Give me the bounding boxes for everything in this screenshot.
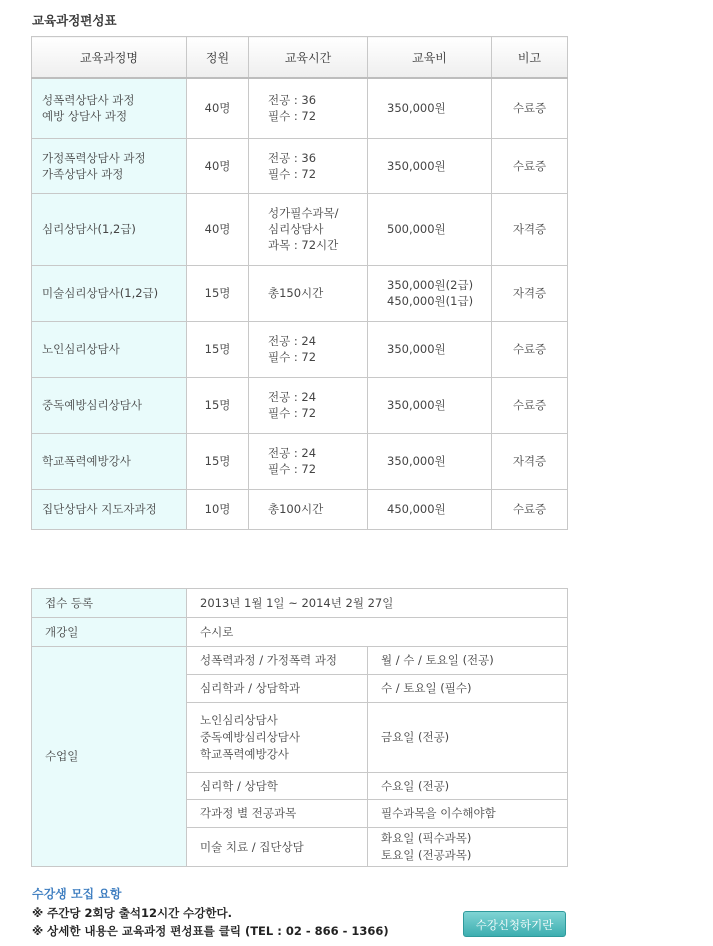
course-note: 자격증 bbox=[492, 193, 568, 265]
course-capacity: 40명 bbox=[187, 138, 249, 193]
course-note: 자격증 bbox=[492, 433, 568, 489]
cell-line: 450,000원 bbox=[387, 502, 446, 516]
apply-button[interactable]: 수강신청하기란 bbox=[463, 911, 566, 937]
header-fee: 교육비 bbox=[368, 37, 492, 79]
cell-line: 노인심리상담사 bbox=[200, 713, 278, 727]
cell-line: 350,000원 bbox=[387, 342, 446, 356]
course-note: 수료증 bbox=[492, 489, 568, 529]
course-hours bbox=[249, 138, 368, 193]
cell-line: 미술심리상담사(1,2급) bbox=[42, 286, 159, 300]
cell-line: 수요일 (전공) bbox=[381, 778, 450, 793]
registration-label: 접수 등록 bbox=[32, 589, 187, 618]
recruitment-note-attendance: ※ 주간당 2회당 출석12시간 수강한다. bbox=[32, 906, 232, 920]
cell-line: 350,000원 bbox=[387, 454, 446, 468]
cell-line: 전공 : 24 bbox=[268, 390, 317, 404]
course-name bbox=[32, 265, 187, 321]
cell-line: 500,000원 bbox=[387, 222, 446, 236]
class-course bbox=[187, 828, 368, 867]
cell-line: 중독예방심리상담사 bbox=[200, 730, 300, 744]
course-row bbox=[32, 78, 568, 138]
curriculum-header-row bbox=[32, 37, 568, 79]
course-hours bbox=[249, 265, 368, 321]
cell-line: 성폭력과정 / 가정폭력 과정 bbox=[200, 653, 338, 667]
course-hours bbox=[249, 78, 368, 138]
class-days bbox=[368, 675, 568, 703]
course-note: 수료증 bbox=[492, 321, 568, 377]
cell-line: 화요일 (픽수과목) bbox=[381, 831, 472, 845]
course-row bbox=[32, 377, 568, 433]
course-capacity: 40명 bbox=[187, 78, 249, 138]
course-name bbox=[32, 433, 187, 489]
course-capacity: 15명 bbox=[187, 433, 249, 489]
cell-line: 각과정 별 전공과목 bbox=[200, 806, 297, 820]
class-course bbox=[187, 703, 368, 773]
cell-line: 350,000원(2급) bbox=[387, 278, 474, 292]
cell-line: 350,000원 bbox=[387, 101, 446, 116]
class-days bbox=[368, 703, 568, 773]
recruitment-title: 수강생 모집 요항 bbox=[32, 887, 122, 901]
opening-value: 수시로 bbox=[187, 618, 568, 647]
cell-line: 전공 : 36 bbox=[268, 150, 317, 165]
course-fee bbox=[368, 321, 492, 377]
course-name bbox=[32, 489, 187, 529]
cell-line: 토요일 (전공과목) bbox=[381, 848, 472, 862]
class-day-row bbox=[32, 647, 568, 675]
class-course bbox=[187, 675, 368, 703]
course-fee bbox=[368, 489, 492, 529]
course-row bbox=[32, 489, 568, 529]
cell-line: 필수 : 72 bbox=[268, 406, 317, 420]
course-name bbox=[32, 78, 187, 138]
course-name bbox=[32, 138, 187, 193]
cell-line: 가정폭력상담사 과정 bbox=[42, 150, 146, 165]
course-note: 수료증 bbox=[492, 377, 568, 433]
cell-line: 성폭력상담사 과정 bbox=[42, 93, 135, 108]
recruitment-note-contact: ※ 상세한 내용은 교육과정 편성표를 클릭 (TEL : 02 - 866 - 1366) bbox=[32, 924, 389, 938]
course-capacity: 15명 bbox=[187, 265, 249, 321]
curriculum-table bbox=[31, 36, 568, 530]
course-hours bbox=[249, 321, 368, 377]
course-hours bbox=[249, 433, 368, 489]
cell-line: 총100시간 bbox=[268, 502, 324, 516]
opening-row bbox=[32, 618, 568, 647]
header-capacity: 정원 bbox=[187, 37, 249, 79]
cell-line: 필수 : 72 bbox=[268, 166, 317, 181]
cell-line: 학교폭력예방강사 bbox=[200, 747, 289, 761]
course-fee bbox=[368, 265, 492, 321]
class-days bbox=[368, 828, 568, 867]
class-days bbox=[368, 647, 568, 675]
course-row bbox=[32, 321, 568, 377]
schedule-table bbox=[31, 588, 568, 867]
course-note: 수료증 bbox=[492, 138, 568, 193]
course-hours bbox=[249, 489, 368, 529]
header-course-name: 교육과정명 bbox=[32, 37, 187, 79]
course-note: 자격증 bbox=[492, 265, 568, 321]
registration-row bbox=[32, 589, 568, 618]
cell-line: 필수과목을 이수해야함 bbox=[381, 806, 496, 820]
cell-line: 450,000원(1급) bbox=[387, 294, 474, 308]
cell-line: 필수 : 72 bbox=[268, 350, 317, 364]
cell-line: 심리학과 / 상담학과 bbox=[200, 681, 301, 695]
cell-line: 필수 : 72 bbox=[268, 462, 317, 476]
cell-line: 전공 : 24 bbox=[268, 446, 317, 460]
cell-line: 성가필수과목/ bbox=[268, 206, 339, 220]
course-fee bbox=[368, 377, 492, 433]
course-row bbox=[32, 138, 568, 193]
cell-line: 총150시간 bbox=[268, 286, 324, 300]
cell-line: 과목 : 72시간 bbox=[268, 238, 339, 252]
course-capacity: 40명 bbox=[187, 193, 249, 265]
cell-line: 가족상담사 과정 bbox=[42, 166, 124, 181]
course-capacity: 15명 bbox=[187, 321, 249, 377]
cell-line: 심리상담사(1,2급) bbox=[42, 222, 136, 236]
cell-line: 전공 : 24 bbox=[268, 334, 317, 348]
course-note: 수료증 bbox=[492, 78, 568, 138]
course-fee bbox=[368, 193, 492, 265]
class-days-label: 수업일 bbox=[32, 647, 187, 867]
cell-line: 월 / 수 / 토요일 (전공) bbox=[381, 653, 494, 667]
registration-value: 2013년 1월 1일 ~ 2014년 2월 27일 bbox=[187, 589, 568, 618]
class-days bbox=[368, 773, 568, 800]
course-row bbox=[32, 265, 568, 321]
cell-line: 심리상담사 bbox=[268, 222, 324, 236]
header-hours: 교육시간 bbox=[249, 37, 368, 79]
header-note: 비고 bbox=[492, 37, 568, 79]
course-row bbox=[32, 193, 568, 265]
cell-line: 집단상담사 지도자과정 bbox=[42, 502, 157, 516]
course-name bbox=[32, 193, 187, 265]
cell-line: 중독예방심리상담사 bbox=[42, 398, 142, 412]
course-capacity: 10명 bbox=[187, 489, 249, 529]
course-name bbox=[32, 321, 187, 377]
course-fee bbox=[368, 78, 492, 138]
cell-line: 금요일 (전공) bbox=[381, 730, 450, 744]
class-course bbox=[187, 647, 368, 675]
cell-line: 전공 : 36 bbox=[268, 93, 317, 108]
class-days bbox=[368, 800, 568, 828]
cell-line: 350,000원 bbox=[387, 398, 446, 412]
class-course bbox=[187, 773, 368, 800]
cell-line: 필수 : 72 bbox=[268, 109, 317, 124]
course-fee bbox=[368, 433, 492, 489]
cell-line: 수 / 토요일 (필수) bbox=[381, 681, 472, 695]
course-capacity: 15명 bbox=[187, 377, 249, 433]
cell-line: 심리학 / 상담학 bbox=[200, 778, 278, 793]
page-title: 교육과정편성표 bbox=[32, 13, 117, 28]
course-hours bbox=[249, 193, 368, 265]
opening-label: 개강일 bbox=[32, 618, 187, 647]
course-fee bbox=[368, 138, 492, 193]
cell-line: 학교폭력예방강사 bbox=[42, 454, 131, 468]
course-name bbox=[32, 377, 187, 433]
cell-line: 350,000원 bbox=[387, 158, 446, 173]
course-hours bbox=[249, 377, 368, 433]
cell-line: 미술 치료 / 집단상담 bbox=[200, 839, 304, 854]
class-course bbox=[187, 800, 368, 828]
cell-line: 예방 상담사 과정 bbox=[42, 109, 128, 124]
cell-line: 노인심리상담사 bbox=[42, 342, 120, 356]
course-row bbox=[32, 433, 568, 489]
